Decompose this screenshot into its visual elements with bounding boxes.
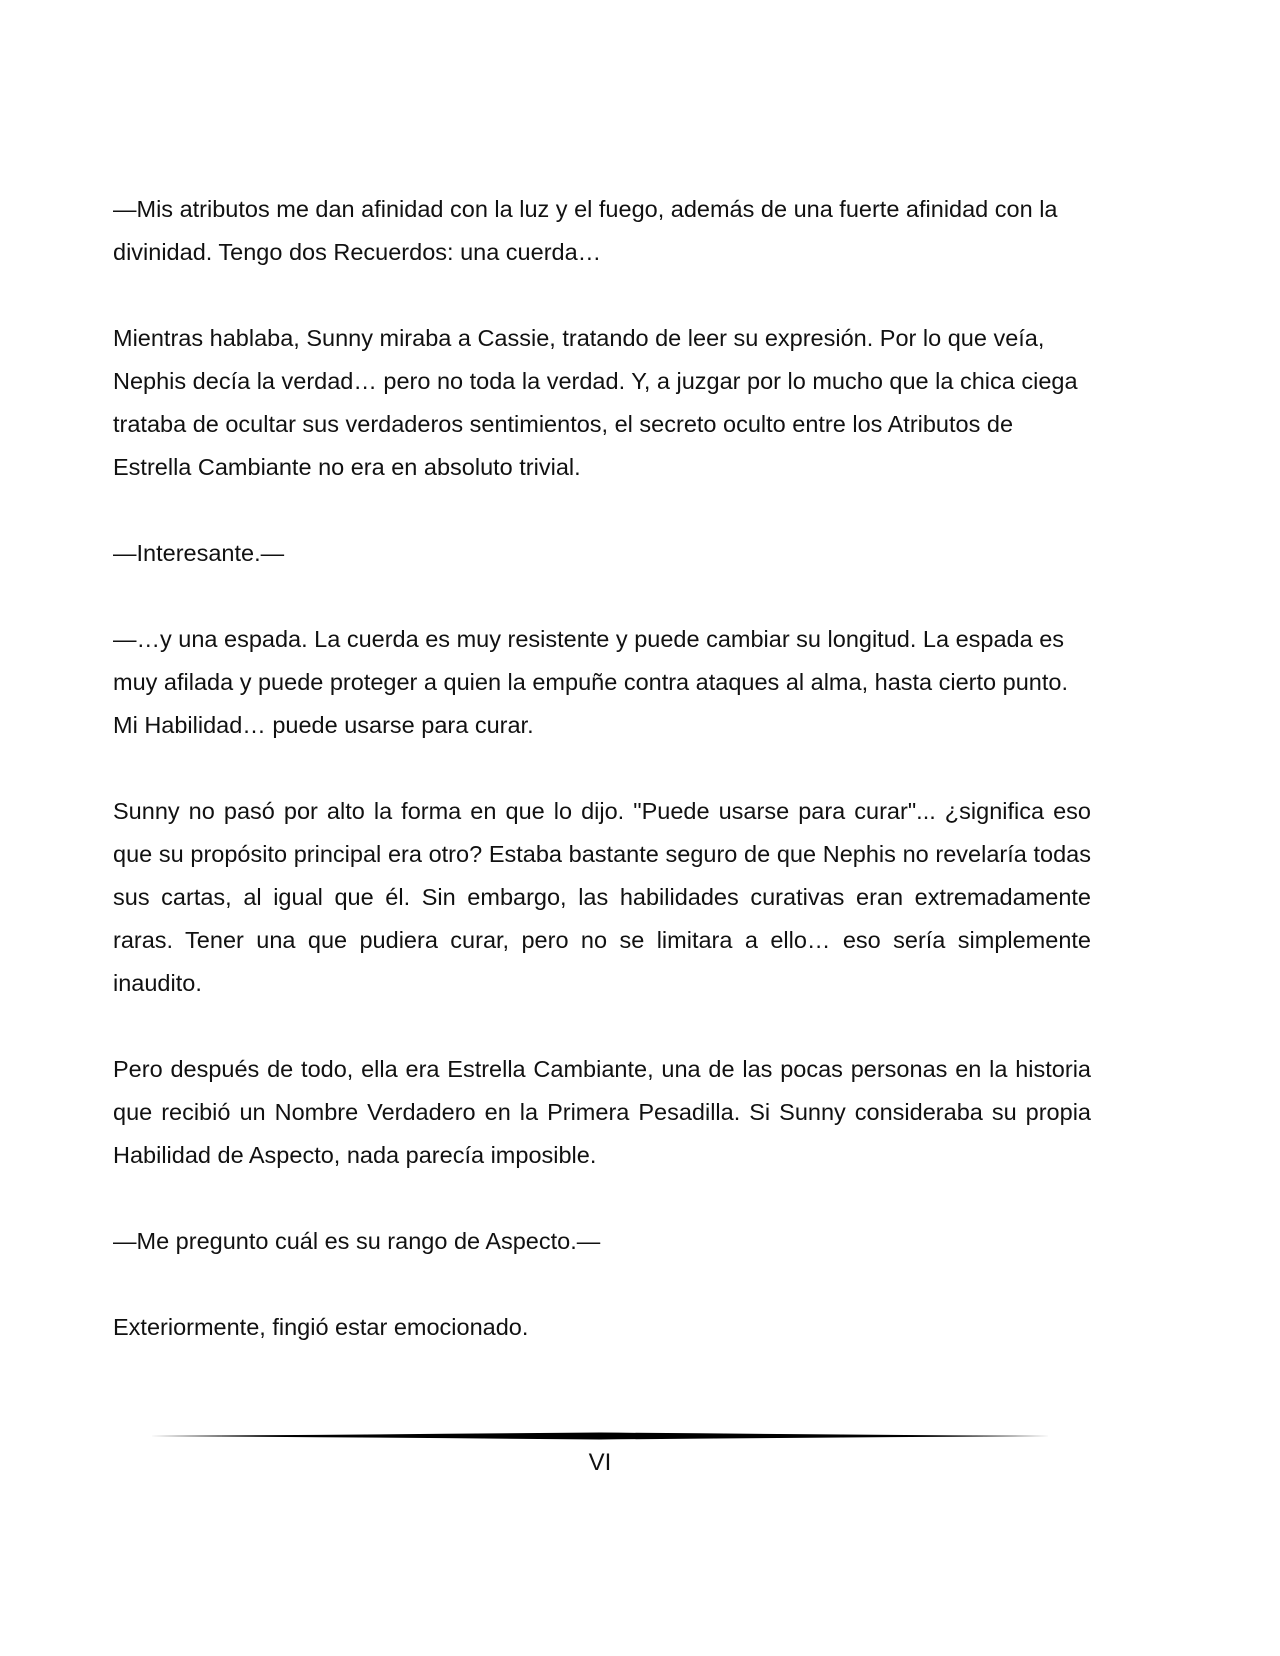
body-text <box>113 188 1091 1349</box>
paragraph-5: Sunny no pasó por alto la forma en que lo dijo. "Puede usarse para curar"... ¿significa eso que su propósito principal era otro? Estaba bastante seguro de que Nephis no revelaría todas sus cartas, al igual que él. Sin embargo, las habilidades curativas eran extremadamente raras. Tener una que pudiera curar, pero no se limitara a ello… eso sería simplemente inaudito. <box>113 798 1091 996</box>
paragraph-3: —Interesante.— <box>113 540 285 566</box>
paragraph-8: Exteriormente, fingió estar emocionado. <box>113 1314 529 1340</box>
paragraph-6: Pero después de todo, ella era Estrella Cambiante, una de las pocas personas en la historia que recibió un Nombre Verdadero en la Primera Pesadilla. Si Sunny consideraba su propia Habilidad de Aspecto, nada parecía imposible. <box>113 1056 1091 1168</box>
page-number: VI <box>588 1449 612 1476</box>
paragraph-2: Mientras hablaba, Sunny miraba a Cassie, tratando de leer su expresión. Por lo que veía, Nephis decía la verdad… pero no toda la verdad. Y, a juzgar por lo mucho que la chica ciega trataba de ocultar sus verdaderos sentimientos, el secreto oculto entre los Atributos de Estrella Cambiante no era en absoluto trivial. <box>113 325 1078 480</box>
footer-divider <box>150 1430 1050 1442</box>
paragraph-7: —Me pregunto cuál es su rango de Aspecto.— <box>113 1228 601 1254</box>
paragraph-1: —Mis atributos me dan afinidad con la luz y el fuego, además de una fuerte afinidad con la divinidad. Tengo dos Recuerdos: una cuerda… <box>113 196 1058 265</box>
paragraph-4: —…y una espada. La cuerda es muy resistente y puede cambiar su longitud. La espada es muy afilada y puede proteger a quien la empuñe contra ataques al alma, hasta cierto punto. Mi Habilidad… puede usarse para curar. <box>113 626 1068 738</box>
